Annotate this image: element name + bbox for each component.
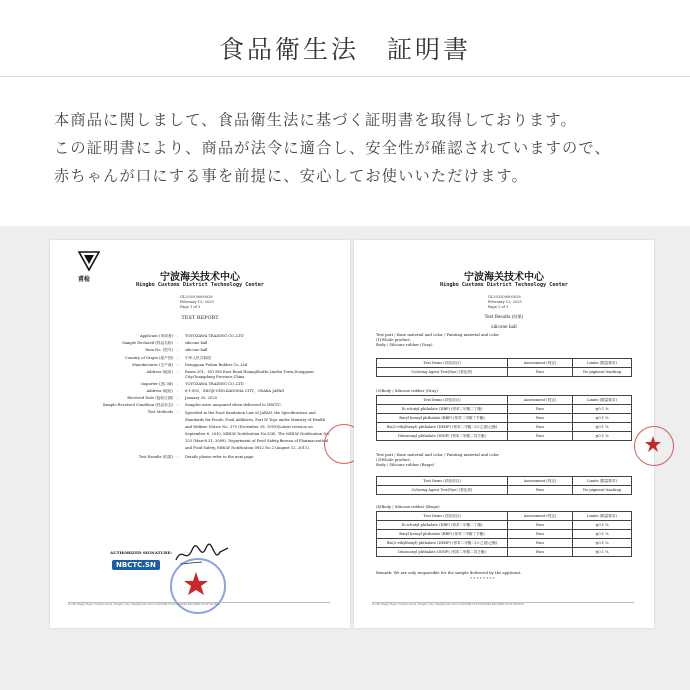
col-header: Assessment (判定) <box>508 512 573 521</box>
col-header: Limits (限量要求) <box>573 396 632 405</box>
section-gray-label: (2)Body / Silicone rubber (Gray) <box>376 388 438 393</box>
field-row: Address (地址) : 6-1-802，SHOJI-CHO,KADOMA CITY，OSAKA JAPAN <box>68 389 330 394</box>
table-row: Di n-butyl phthalate (DBP) (邻苯二甲酸二丁酯) Pass ≦0.1 % <box>377 521 632 530</box>
table-row: Diisononyl phthalate (DINP) (邻苯二甲酸二异壬酯) Pass ≦0.1 % <box>377 548 632 557</box>
report-date: February 13, 2025 <box>180 299 214 304</box>
field-value: January 20, 2025 <box>185 396 218 401</box>
end-stars: * * * * * * * * <box>470 576 495 581</box>
field-label: Manufacturer (生产商) <box>131 362 173 367</box>
field-row: Country of Origin (原产国) : 中华人民共和国 <box>68 356 330 361</box>
org-name-zh: 宁波海关技术中心 <box>464 272 544 283</box>
field-value: silicone ball <box>185 348 208 353</box>
org-name-en: Ningbo Customs District Technology Center <box>439 282 569 288</box>
table-row: Diisononyl phthalate (DINP) (邻苯二甲酸二异壬酯) Pass ≦0.1 % <box>377 432 632 441</box>
field-row: Item No. (型号) : silicone ball <box>68 348 330 353</box>
field-label: Item No. (型号) <box>145 348 173 353</box>
certificate-page-2 <box>354 240 654 628</box>
certificate-page-1 <box>50 240 350 628</box>
report-fields <box>68 334 330 462</box>
col-header: Assessment (判定) <box>508 359 573 368</box>
page-number: Page 2 of 3 <box>488 304 509 309</box>
report-meta <box>180 295 214 309</box>
field-label: Address (地址) <box>146 388 173 393</box>
field-row: Sample Declared (样品名称) : silicone ball <box>68 341 330 346</box>
field-value: Dongguan Fuhon Rubber Co.,Ltd <box>185 362 248 367</box>
part-header: Test part / Base material and color / Painting material and color <box>376 332 500 337</box>
coloring-table-gray <box>376 358 632 377</box>
col-header: Test Items (试验项目) <box>377 396 508 405</box>
results-title: Test Results (结果) <box>484 314 524 319</box>
field-label: Country of Origin (原产国) <box>124 355 173 360</box>
report-title: TEST REPORT <box>181 315 219 321</box>
field-row: Received Date (接收日期) : January 20, 2025 <box>68 396 330 401</box>
phthalate-table-gray <box>376 395 632 441</box>
col-header: Assessment (判定) <box>508 477 573 486</box>
field-row: Importer (进口商) : TOYOZAWA TRADING CO.,LTD <box>68 382 330 387</box>
col-header: Assessment (判定) <box>508 396 573 405</box>
page-title: 食品衛生法 証明書 <box>218 35 471 64</box>
col-header: Test Items (试验项目) <box>377 512 508 521</box>
intro-line: 赤ちゃんが口にする事を前提に、安心してお使いいただけます。 <box>54 167 529 185</box>
field-label: Sample Received Condition (样品状态) <box>102 403 173 408</box>
part-whole: (1)Whole product: <box>376 337 412 342</box>
part-header: Test part / Base material and color / Painting material and color <box>376 452 500 457</box>
table-row: Coloring Agent Test(Dye) (着色剂) Pass No pigment leaching <box>377 486 632 495</box>
field-value: TOYOZAWA TRADING CO.,LTD <box>185 334 244 338</box>
part-whole: (3)Whole product: <box>376 457 412 462</box>
report-meta <box>488 295 522 309</box>
field-value: Samples were unopened when delivered to NBCTC. <box>185 403 282 408</box>
logo-text: 甫检 <box>78 276 91 283</box>
intro-text <box>54 106 654 190</box>
sample-name: silicone ball <box>491 324 517 329</box>
field-label: Received Date (接收日期) <box>127 396 173 401</box>
table-row: Bis(2-ethylhexyl) phthalate (DEHP) (邻苯二甲酸二(2-乙基)己酯) Pass ≦0.1 % <box>377 539 632 548</box>
org-name-en: Ningbo Customs District Technology Center <box>135 282 265 288</box>
intro-line: 本商品に関しまして、食品衛生法に基づく証明書を取得しております。 <box>54 111 577 129</box>
table-row: Butyl benzyl phthalate (BBP) (邻苯二甲酸丁苄酯) Pass ≦0.1 % <box>377 414 632 423</box>
field-value: TOYOZAWA TRADING CO.,LTD <box>185 381 244 386</box>
field-row: Manufacturer (生产商) : Dongguan Fuhon Rubber Co.,Ltd <box>68 363 330 368</box>
field-label: Test Results (结果) <box>138 455 173 460</box>
field-value: Details please refer to the next page. <box>185 455 255 460</box>
address-footer: No.66 Qingyi Road, Yinzhou Zone, Ningbo City, Zhejiang Province Tel:0086-574-87023909 Fax:0086-574-87022819 <box>68 602 330 606</box>
section-beige-label: (4)Body / Silicone rubber (Beige) <box>376 504 440 509</box>
field-value: 中华人民共和国 <box>185 355 211 360</box>
table-row: Di n-butyl phthalate (DBP) (邻苯二甲酸二丁酯) Pass ≦0.1 % <box>377 405 632 414</box>
part1-header <box>376 332 499 347</box>
table-row: Butyl benzyl phthalate (BBP) (邻苯二甲酸丁苄酯) Pass ≦0.1 % <box>377 530 632 539</box>
field-label: Address (地址) <box>146 369 173 374</box>
field-label: Sample Declared (样品名称) <box>122 341 173 346</box>
phthalate-table-beige <box>376 511 632 557</box>
part-body: Body / Silicone rubber (Gray) <box>376 342 433 347</box>
page-number: Page 1 of 3 <box>180 304 201 309</box>
address-footer: No.66 Qingyi Road, Yinzhou Zone, Ningbo City, Zhejiang Province Tel:0086-574-87023909 Fax:0086-574-87022819 <box>372 602 634 606</box>
remark: Remark: We are only responsible for the sample delivered by the applicant. <box>376 570 522 575</box>
col-header: Test Items (试验项目) <box>377 359 508 368</box>
title-divider <box>0 76 690 77</box>
field-row: Test Results (结果) : Details please refer to the next page. <box>68 455 330 460</box>
field-value: Specified in the Food Sanitation Law of JAPAN, the Specifications and Standards for Foods, Food Additives, Part Ⅳ Toys under Ministry of Health and Welfare Notice No. 370 (December 28, 1959)(Latest revision on September 6, 2010, MHLW Notification No.336). The MHLW Notification No. 153 (March 31, 2008). Department of Food Safety,Bureau of Pharmaceutical and Food Safety, MHLW Notification 0812 No.2 (August 12, 2011). <box>185 411 330 451</box>
col-header: Limits (限量要求) <box>573 477 632 486</box>
col-header: Limits (限量要求) <box>573 359 632 368</box>
field-row: Test Methods : Specified in the Food Sanitation Law of JAPAN, the Specifications and Standards for Foods, Food Additives, Part Ⅳ Toys under Ministry of Health and Welfare Notice No. 370 (December 28, 1959)(Latest revision on September 6, 2010, MHLW Notification No.336). The MHLW Notification No. 153 (March 31, 2008). Department of Food Safety,Bureau of Pharmaceutical and Food Safety, MHLW Notification 0812 No.2 (August 12, 2011). <box>68 410 330 452</box>
coloring-table-beige <box>376 476 632 495</box>
field-label: Test Methods <box>147 410 173 415</box>
part-body: Body / Silicone rubber (Beige) <box>376 462 435 467</box>
report-number: GL292500000028 <box>180 295 213 299</box>
field-row: Sample Received Condition (样品状态) : Samples were unopened when delivered to NBCTC. <box>68 403 330 408</box>
field-value: silicone ball <box>185 341 208 346</box>
field-label: Importer (进口商) <box>141 381 173 386</box>
red-seal-right-edge <box>634 426 674 466</box>
authorized-signature-label: AUTHORIZED SIGNATURE: <box>110 550 172 555</box>
table-row: Coloring Agent Test(Dye) (着色剂) Pass No pigment leaching <box>377 368 632 377</box>
intro-line: この証明書により、商品が法令に適合し、安全性が確認されていますので、 <box>54 139 611 157</box>
field-value: 6-1-802，SHOJI-CHO,KADOMA CITY，OSAKA JAPAN <box>185 388 285 393</box>
field-label: Applicant (申请者) <box>140 334 173 338</box>
field-value: Room 201，NO.180 East Road HuangShaHe,Liaobu Town,Dongguan City,Guangdong Province,China <box>185 369 314 379</box>
field-row: Applicant (申请者) : TOYOZAWA TRADING CO.,LTD <box>68 334 330 339</box>
report-date: February 13, 2025 <box>488 299 522 304</box>
part3-header <box>376 452 499 467</box>
report-number: GL292500000028 <box>488 295 521 299</box>
col-header: Test Items (试验项目) <box>377 477 508 486</box>
field-row: Address (地址) : Room 201，NO.180 East Road HuangShaHe,Liaobu Town,Dongguan City,Guangdong Province,China <box>68 370 330 379</box>
col-header: Limits (限量要求) <box>573 512 632 521</box>
nbctc-logo: NBCTC.SN <box>112 560 160 570</box>
org-name-zh: 宁波海关技术中心 <box>160 272 240 283</box>
table-row: Bis(2-ethylhexyl) phthalate (DEHP) (邻苯二甲酸二(2-乙基)己酯) Pass ≦0.1 % <box>377 423 632 432</box>
